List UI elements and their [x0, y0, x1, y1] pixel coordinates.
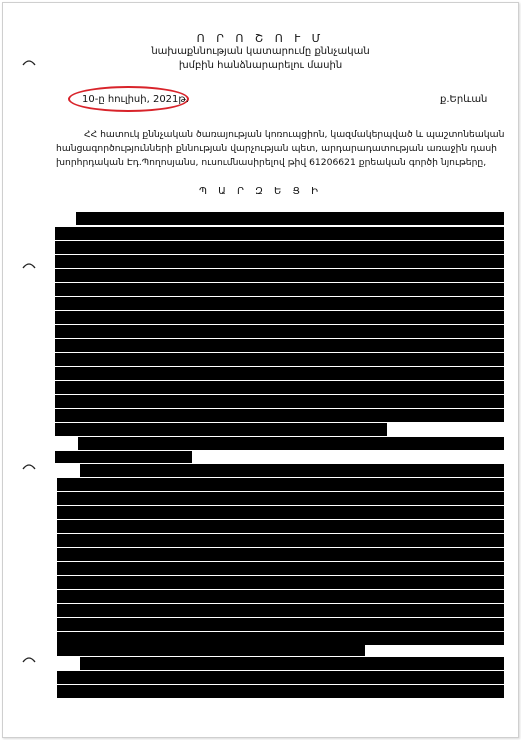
punch-hole-mark — [22, 462, 36, 470]
redaction-bar — [78, 437, 504, 450]
redaction-bar — [80, 657, 504, 670]
intro-line: խորհրդական Էդ.Պողոսյանս, ուսումնասիրելով թիվ 61206621 քրեական գործի նյութերը, — [56, 157, 487, 168]
decision-heading: Պ Ա Ր Զ Ե Ց Ի — [198, 186, 323, 197]
redaction-bar — [57, 548, 504, 561]
redaction-bar — [57, 492, 504, 505]
redaction-bar — [55, 269, 504, 282]
intro-paragraph — [56, 128, 505, 170]
document-title: Ո Ր Ո Շ Ո Ւ Մ — [196, 32, 325, 45]
document-city: ք.Երևան — [440, 94, 488, 105]
redaction-bar — [57, 618, 504, 631]
redaction-bar — [57, 562, 504, 575]
redaction-bar — [57, 506, 504, 519]
document-subtitle-line2: խմբին հանձնարարելու մասին — [178, 60, 343, 71]
redaction-bar — [55, 325, 504, 338]
redaction-bar — [55, 381, 504, 394]
redaction-bar — [57, 685, 504, 698]
document-subtitle-line1: նախաքննության կատարումը քննչական — [151, 46, 370, 57]
redaction-bar — [57, 671, 504, 684]
redaction-bar — [55, 227, 504, 240]
redaction-bar — [55, 241, 504, 254]
punch-hole-mark — [22, 261, 36, 269]
intro-line: հանցագործությունների քննության վարչության պետ, արդարադատության առաջին դասի — [56, 143, 497, 154]
redaction-bar — [80, 464, 504, 477]
redaction-bar — [55, 409, 504, 422]
redaction-bar — [55, 451, 192, 463]
redaction-bar — [55, 423, 387, 436]
redaction-bar — [55, 395, 504, 408]
redaction-bar — [55, 283, 504, 296]
redaction-bar — [76, 212, 504, 225]
redaction-bar — [57, 534, 504, 547]
redaction-bar — [57, 604, 504, 617]
redaction-bar — [55, 311, 504, 324]
redaction-bar — [55, 353, 504, 366]
redaction-bar — [57, 576, 504, 589]
redaction-bar — [57, 520, 504, 533]
redaction-bar — [55, 255, 504, 268]
document-date: 10-ը հուլիսի, 2021թ. — [82, 94, 189, 105]
redaction-bar — [55, 297, 504, 310]
redaction-bar — [57, 590, 504, 603]
redaction-bar — [57, 478, 504, 491]
intro-line: ՀՀ հատուկ քննչական ծառայության կոռուպցիոն, կազմակերպված և պաշտոնեական — [84, 129, 505, 140]
redaction-bar — [55, 339, 504, 352]
redaction-bar — [57, 645, 365, 656]
punch-hole-mark — [22, 655, 36, 663]
redaction-bar — [55, 367, 504, 380]
redaction-bar — [57, 632, 504, 645]
